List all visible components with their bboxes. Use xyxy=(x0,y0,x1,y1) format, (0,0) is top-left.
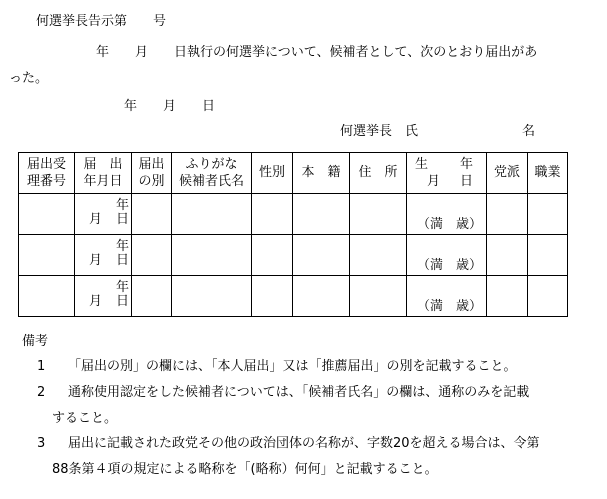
header-candidate-name xyxy=(172,153,252,194)
table-row xyxy=(19,235,568,276)
note-number: 3 xyxy=(37,436,46,451)
cell-domicile xyxy=(293,235,350,276)
intro-line-2: った。 xyxy=(9,71,49,86)
cell-occupation xyxy=(528,276,568,317)
header-gender: 性別 xyxy=(252,153,293,194)
header-filed-date-line1: 届 出 xyxy=(83,157,123,172)
cell-birth-date xyxy=(407,276,487,317)
notes-heading: 備考 xyxy=(22,334,49,349)
header-filing-type xyxy=(132,153,172,194)
filed-date-year-label: 年 xyxy=(115,198,129,213)
header-candidate-name-line2: 候補者氏名 xyxy=(178,174,244,189)
cell-filing-type xyxy=(132,194,172,235)
note-text-line1: 届出に記載された政党その他の政治団体の名称が、字数20を超える場合は、令第 xyxy=(68,436,540,451)
filed-date-month-day-labels xyxy=(89,254,129,268)
header-filing-type-line1: 届出 xyxy=(138,157,165,172)
cell-address xyxy=(350,276,407,317)
header-receipt-number-line1: 届出受 xyxy=(26,157,66,172)
header-filing-type-line2: の別 xyxy=(138,174,165,189)
note-number: 1 xyxy=(37,359,46,374)
header-receipt-number-line2: 理番号 xyxy=(26,174,66,189)
filed-date-year-label: 年 xyxy=(115,280,129,295)
cell-filed-date xyxy=(75,235,132,276)
filed-date-day-label: 日 xyxy=(115,294,129,309)
age-label: （満 歳） xyxy=(417,299,483,314)
note-text-line1: 通称使用認定をした候補者については、「候補者氏名」の欄は、通称のみを記載 xyxy=(68,385,530,400)
intro-line-1: 年 月 日執行の何選挙について、候補者として、次のとおり届出があ xyxy=(96,45,538,60)
cell-filed-date xyxy=(75,194,132,235)
header-address: 住 所 xyxy=(350,153,407,194)
header-birth-date xyxy=(407,153,487,194)
header-candidate-name-line1: ふりがな xyxy=(185,157,238,172)
filed-date-month-day-labels xyxy=(89,213,129,227)
note-number: 2 xyxy=(37,385,46,400)
cell-birth-date xyxy=(407,235,487,276)
cell-domicile xyxy=(293,194,350,235)
filed-date-month-label: 月 xyxy=(89,212,103,227)
notice-title: 何選挙長告示第 号 xyxy=(36,14,167,29)
cell-address xyxy=(350,194,407,235)
table-row xyxy=(19,194,568,235)
cell-candidate-name xyxy=(172,235,252,276)
cell-receipt-number xyxy=(19,194,75,235)
cell-candidate-name xyxy=(172,276,252,317)
filed-date-day-label: 日 xyxy=(115,253,129,268)
cell-occupation xyxy=(528,235,568,276)
cell-filing-type xyxy=(132,235,172,276)
header-occupation: 職業 xyxy=(528,153,568,194)
note-text-line2: すること。 xyxy=(52,411,118,426)
header-domicile: 本 籍 xyxy=(293,153,350,194)
filed-date-day-label: 日 xyxy=(115,212,129,227)
note-text-line1: 「届出の別」の欄には、「本人届出」又は「推薦届出」の別を記載すること。 xyxy=(68,359,517,374)
cell-party xyxy=(487,194,528,235)
header-filed-date xyxy=(75,153,132,194)
cell-birth-date xyxy=(407,194,487,235)
cell-address xyxy=(350,235,407,276)
cell-receipt-number xyxy=(19,235,75,276)
header-filed-date-line2: 年月日 xyxy=(83,174,123,189)
header-birth-bottom: 月 日 xyxy=(427,174,473,189)
cell-receipt-number xyxy=(19,276,75,317)
candidate-filing-table xyxy=(18,152,568,317)
header-party: 党派 xyxy=(487,153,528,194)
notice-date: 年 月 日 xyxy=(124,99,216,114)
cell-filed-date xyxy=(75,276,132,317)
cell-domicile xyxy=(293,276,350,317)
filed-date-month-day-labels xyxy=(89,295,129,309)
header-receipt-number xyxy=(19,153,75,194)
age-label: （満 歳） xyxy=(417,258,483,273)
cell-candidate-name xyxy=(172,194,252,235)
filed-date-month-label: 月 xyxy=(89,253,103,268)
cell-party xyxy=(487,235,528,276)
filed-date-year-label: 年 xyxy=(115,239,129,254)
cell-filing-type xyxy=(132,276,172,317)
table-header-row xyxy=(19,153,568,194)
note-text-line2: 88条第４項の規定による略称を「(略称）何何」と記載すること。 xyxy=(52,462,438,477)
cell-occupation xyxy=(528,194,568,235)
header-birth-top: 生 年 xyxy=(415,157,473,172)
age-label: （満 歳） xyxy=(417,217,483,232)
election-chief-signature: 何選挙長 氏 名 xyxy=(340,124,536,139)
cell-gender xyxy=(252,235,293,276)
cell-gender xyxy=(252,276,293,317)
cell-party xyxy=(487,276,528,317)
filed-date-month-label: 月 xyxy=(89,294,103,309)
table-row xyxy=(19,276,568,317)
cell-gender xyxy=(252,194,293,235)
